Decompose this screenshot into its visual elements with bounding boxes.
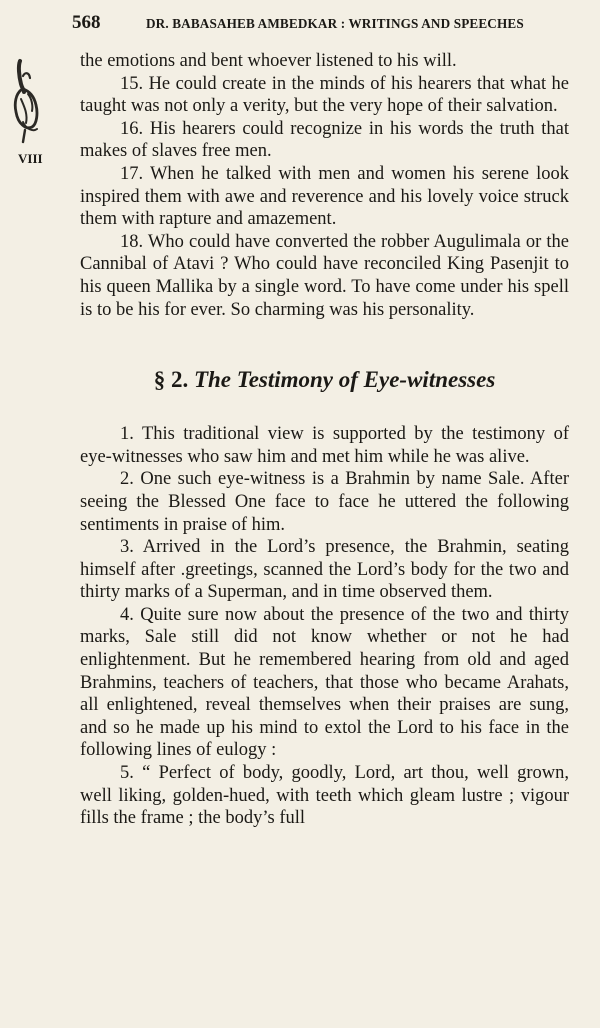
page-body (80, 50, 569, 830)
paragraph: 1. This traditional view is supported by the testimony of eye-witnesses who saw him and met him while he was alive. (80, 424, 569, 467)
paragraph: 17. When he talked with men and women his serene look inspired them with awe and reverence and his lovely voice struck them with rapture and amazement. (80, 163, 569, 230)
paragraph: 16. His hearers could recognize in his words the truth that makes of slaves free men. (80, 118, 569, 162)
paragraph: 3. Arrived in the Lord’s presence, the Brahmin, seating himself after .greetings, scanned the Lord’s body for the two and thirty marks of a Superman, and in time observed them. (80, 537, 569, 603)
paragraph: 4. Quite sure now about the presence of the two and thirty marks, Sale still did not know whether or not he had enlightenment. But he remembered hearing from old and aged Brahmins, teachers of teachers, that those who became Arahats, all enlightened, reveal themselves when their praises are sung, and so he made up his mind to extol the Lord to his face in the following lines of eulogy : (80, 604, 569, 761)
section-heading (80, 365, 569, 395)
paragraph: 18. Who could have converted the robber Augulimala or the Cannibal of Atavi ? Who could have reconciled King Pasenjit to his queen Mallika by a single word. To have come under his spell is to be his for ever. So charming was his personality. (80, 231, 569, 320)
section-title: The Testimony of Eye-witnesses (193, 367, 496, 393)
hand-symbol-icon (10, 56, 40, 148)
section-number: § 2. (153, 367, 189, 393)
paragraph: 2. One such eye-witness is a Brahmin by name Sale. After seeing the Blessed One face to face he uttered the following sentiments in praise of him. (80, 469, 569, 535)
volume-label: VIII (18, 151, 43, 166)
running-head: DR. BABASAHEB AMBEDKAR : WRITINGS AND SPEECHES (146, 16, 524, 31)
paragraph: 15. He could create in the minds of his hearers that what he taught was not only a verity, but the very hope of their salvation. (80, 73, 569, 117)
page-number: 568 (72, 12, 101, 33)
page-header (72, 10, 572, 36)
paragraph: the emotions and bent whoever listened to his will. (80, 51, 457, 71)
paragraph: 5. “ Perfect of body, goodly, Lord, art thou, well grown, well liking, golden-hued, with teeth which gleam lustre ; vigour fills the frame ; the body’s full (80, 763, 569, 829)
